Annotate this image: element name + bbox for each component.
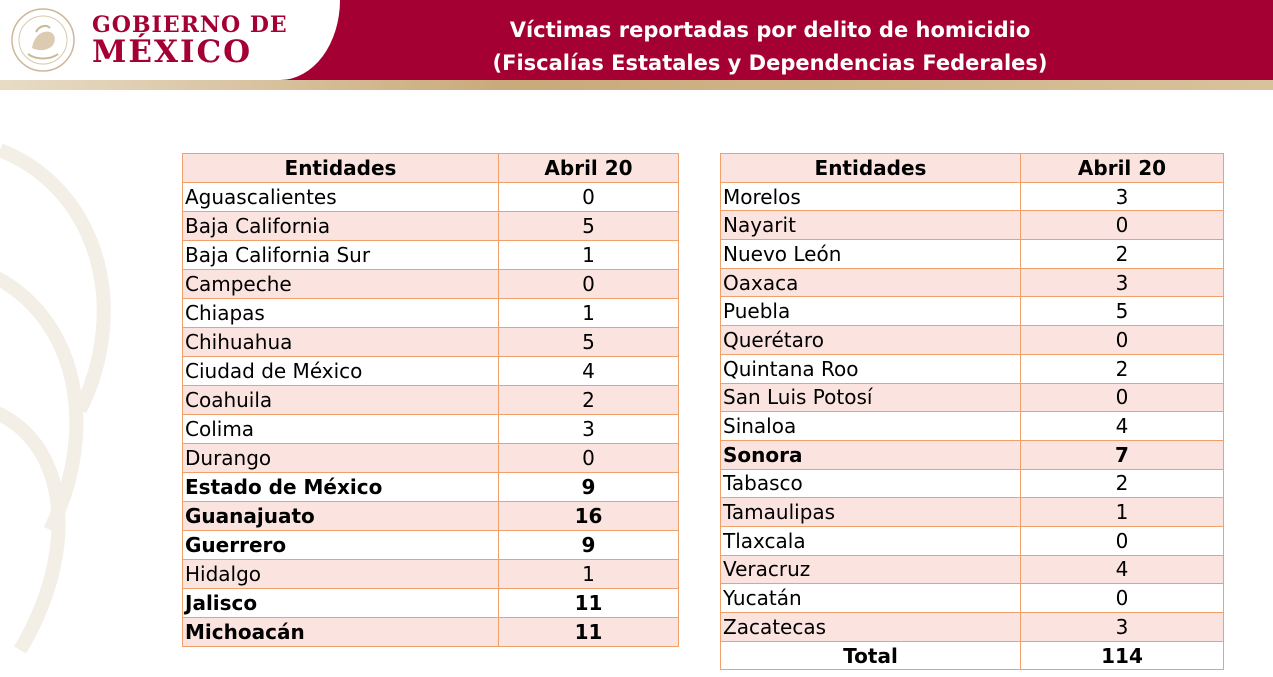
table-row [721,268,1224,297]
column-header-abril-20: Abril 20 [1021,154,1224,183]
entity-name-cell: Hidalgo [183,560,499,589]
table-row [183,183,679,212]
table-row [183,299,679,328]
entity-name-cell: Sinaloa [721,412,1021,441]
table-row [721,240,1224,269]
entity-name-cell: Guanajuato [183,502,499,531]
total-value: 114 [1021,641,1224,670]
entity-name-cell: Veracruz [721,555,1021,584]
entity-name-cell: Puebla [721,297,1021,326]
victim-count-cell: 7 [1021,440,1224,469]
victim-count-cell: 1 [499,241,679,270]
total-row [721,641,1224,670]
table-row [721,326,1224,355]
victim-count-cell: 1 [499,560,679,589]
entity-name-cell: Nuevo León [721,240,1021,269]
table-row [721,440,1224,469]
victim-count-cell: 3 [1021,268,1224,297]
entity-name-cell: Yucatán [721,584,1021,613]
victim-count-cell: 9 [499,473,679,502]
entity-name-cell: Ciudad de México [183,357,499,386]
entity-name-cell: Aguascalientes [183,183,499,212]
title-line2: (Fiscalías Estatales y Dependencias Federales) [492,51,1048,75]
page-title [430,14,1110,80]
victim-count-cell: 2 [1021,469,1224,498]
victim-count-cell: 3 [1021,613,1224,642]
entity-name-cell: Morelos [721,182,1021,211]
background-watermark [0,110,160,670]
table-row [721,469,1224,498]
table-row [183,502,679,531]
entity-name-cell: Coahuila [183,386,499,415]
victim-count-cell: 2 [1021,354,1224,383]
header-accent-band [0,80,1273,90]
entity-name-cell: Oaxaca [721,268,1021,297]
column-header-entidades: Entidades [721,154,1021,183]
victim-count-cell: 2 [499,386,679,415]
table-row [183,618,679,647]
entity-name-cell: Nayarit [721,211,1021,240]
victim-count-cell: 2 [1021,240,1224,269]
table-row [721,498,1224,527]
victim-count-cell: 4 [499,357,679,386]
table-row [183,531,679,560]
victim-count-cell: 16 [499,502,679,531]
victim-count-cell: 1 [499,299,679,328]
entity-name-cell: Estado de México [183,473,499,502]
table-row [721,383,1224,412]
table-row [183,415,679,444]
victim-count-cell: 5 [499,328,679,357]
entity-name-cell: Baja California Sur [183,241,499,270]
table-row [721,584,1224,613]
victim-count-cell: 0 [1021,383,1224,412]
column-header-abril-20: Abril 20 [499,154,679,183]
victim-count-cell: 0 [499,270,679,299]
victim-count-cell: 3 [499,415,679,444]
entity-name-cell: Sonora [721,440,1021,469]
table-row [721,412,1224,441]
table-row [183,560,679,589]
entity-name-cell: Querétaro [721,326,1021,355]
entity-name-cell: Chihuahua [183,328,499,357]
victim-count-cell: 5 [499,212,679,241]
table-row [183,444,679,473]
table-row [183,473,679,502]
victim-count-cell: 0 [1021,584,1224,613]
victim-count-cell: 9 [499,531,679,560]
table-row [183,212,679,241]
table-row [721,613,1224,642]
table-row [721,211,1224,240]
column-header-entidades: Entidades [183,154,499,183]
entities-table-left [182,153,679,647]
victim-count-cell: 3 [1021,182,1224,211]
victim-count-cell: 0 [1021,211,1224,240]
entity-name-cell: Baja California [183,212,499,241]
entity-name-cell: Tabasco [721,469,1021,498]
title-line1: Víctimas reportadas por delito de homicidio [509,18,1031,42]
victim-count-cell: 0 [499,444,679,473]
table-row [721,526,1224,555]
entity-name-cell: Durango [183,444,499,473]
victim-count-cell: 4 [1021,412,1224,441]
victim-count-cell: 5 [1021,297,1224,326]
entity-name-cell: Colima [183,415,499,444]
logo-text-line2: MÉXICO [92,34,253,70]
table-row [183,386,679,415]
entity-name-cell: San Luis Potosí [721,383,1021,412]
entity-name-cell: Tamaulipas [721,498,1021,527]
entity-name-cell: Chiapas [183,299,499,328]
logo-text-line1: GOBIERNO DE [92,12,288,38]
table-row [721,182,1224,211]
entity-name-cell: Jalisco [183,589,499,618]
victim-count-cell: 1 [1021,498,1224,527]
entity-name-cell: Zacatecas [721,613,1021,642]
victim-count-cell: 11 [499,618,679,647]
victim-count-cell: 0 [499,183,679,212]
table-row [183,589,679,618]
table-row [183,241,679,270]
entity-name-cell: Quintana Roo [721,354,1021,383]
entity-name-cell: Michoacán [183,618,499,647]
table-row [721,555,1224,584]
victim-count-cell: 0 [1021,526,1224,555]
table-row [183,357,679,386]
victim-count-cell: 11 [499,589,679,618]
table-row [183,270,679,299]
entity-name-cell: Guerrero [183,531,499,560]
entity-name-cell: Campeche [183,270,499,299]
table-row [721,354,1224,383]
victim-count-cell: 4 [1021,555,1224,584]
national-seal-icon [6,6,80,74]
entity-name-cell: Tlaxcala [721,526,1021,555]
table-row [183,328,679,357]
victim-count-cell: 0 [1021,326,1224,355]
table-row [721,297,1224,326]
entities-table-right [720,153,1224,670]
page-header [0,0,1273,90]
total-label: Total [721,641,1021,670]
logo-panel [0,0,340,80]
